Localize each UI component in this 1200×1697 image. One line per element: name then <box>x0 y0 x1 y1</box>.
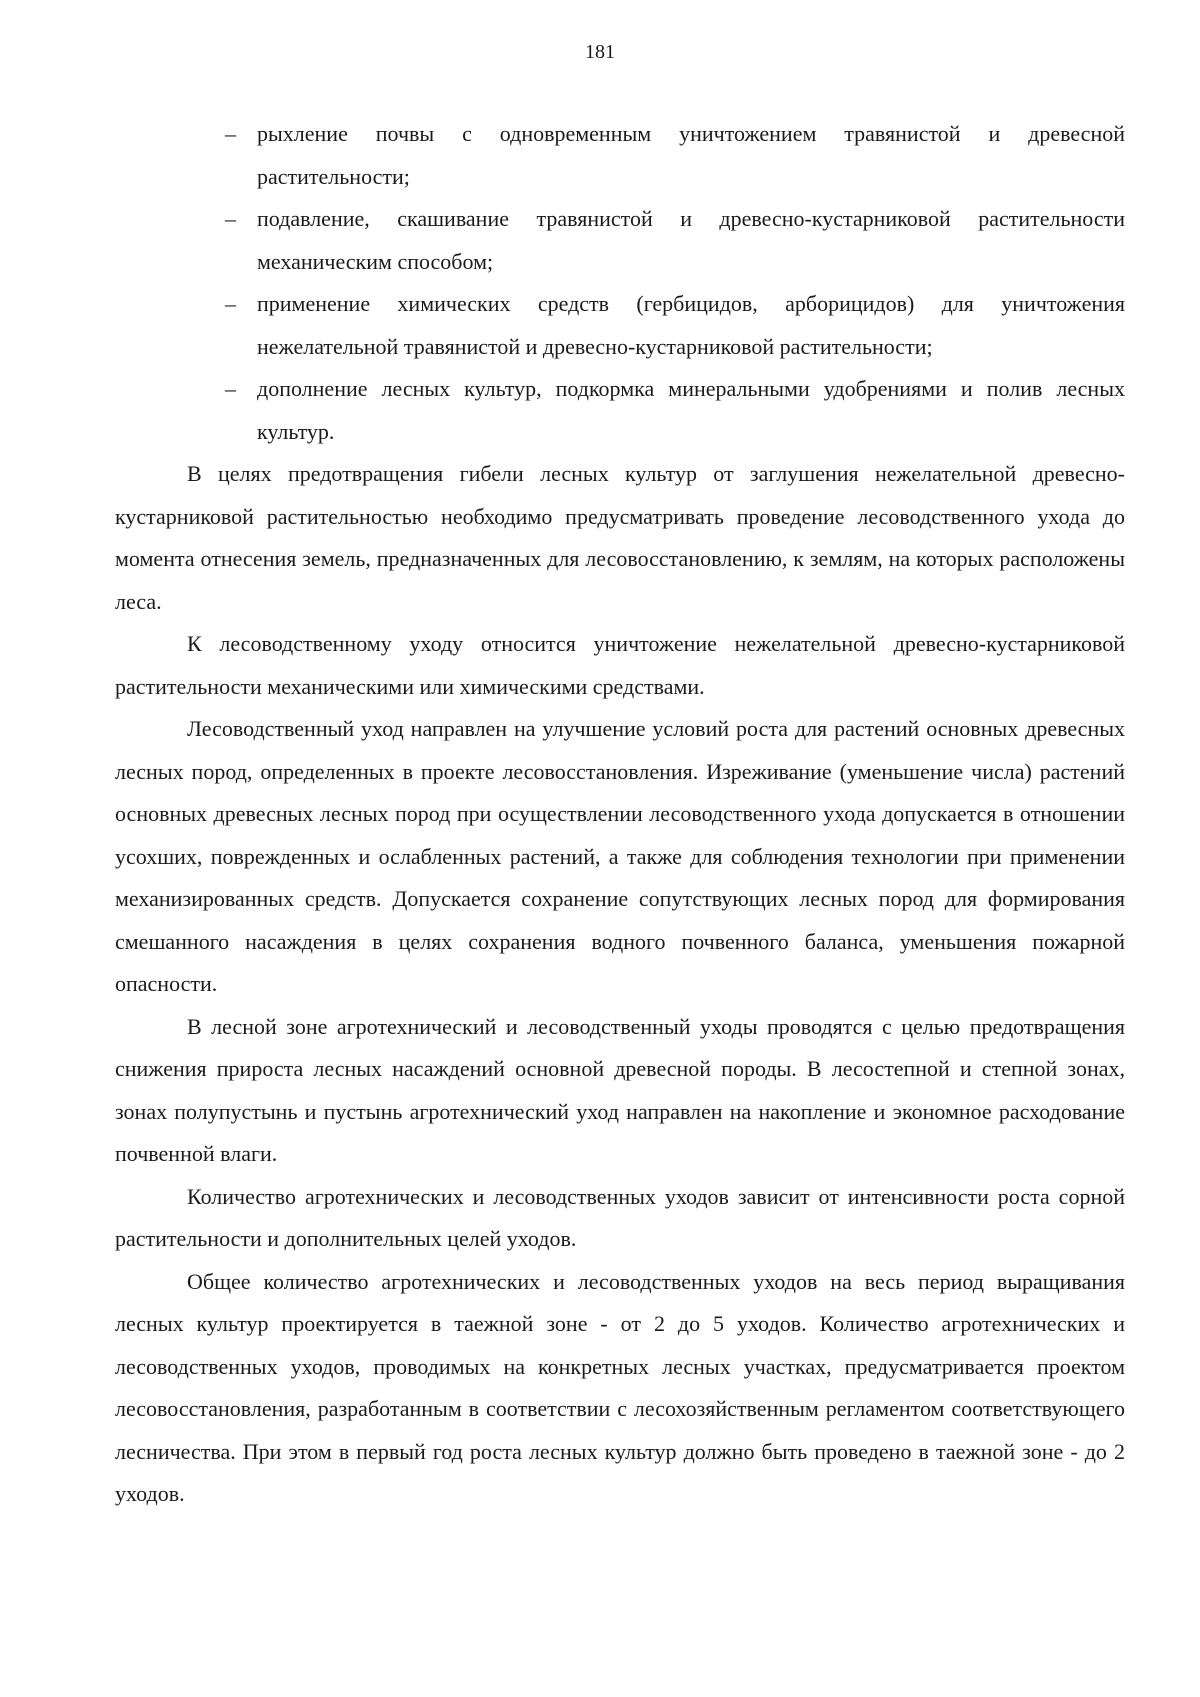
paragraph: Количество агротехнических и лесоводственных уходов зависит от интенсивности роста сорной растительности и дополнительных целей уходов. <box>115 1183 1125 1251</box>
paragraph: Лесоводственный уход направлен на улучшение условий роста для растений основных древесных лесных пород, определенных в проекте лесовосстановления. Изреживание (уменьшение числа) растений основных древесных лесных пород при осуществлении лесоводственного ухода допускается в отношении усохших, поврежденных и ослабленных растений, а также для соблюдения технологии при применении механизированных средств. Допускается сохранение сопутствующих лесных пород для формирования смешанного насаждения в целях сохранения водного почвенного баланса, уменьшения пожарной опасности. <box>115 716 1125 996</box>
bullet-item <box>115 198 1125 283</box>
page-number: 181 <box>585 41 615 63</box>
bullet-text: применение химических средств (гербицидов, арборицидов) для уничтожения нежелательной травянистой и древесно-кустарниковой растительности; <box>257 291 1125 359</box>
bullet-dash: – <box>225 291 236 316</box>
bullet-text: дополнение лесных культур, подкормка минеральными удобрениями и полив лесных культур. <box>257 376 1125 444</box>
bullet-item <box>115 113 1125 198</box>
bullet-text: рыхление почвы с одновременным уничтожением травянистой и древесной растительности; <box>257 121 1125 189</box>
paragraph: В целях предотвращения гибели лесных культур от заглушения нежелательной древесно-кустарниковой растительностью необходимо предусматривать проведение лесоводственного ухода до момента отнесения земель, предназначенных для лесовосстановлению, к землям, на которых расположены леса. <box>115 461 1125 614</box>
document-body <box>115 113 1125 1516</box>
bullet-dash: – <box>225 376 236 401</box>
bullet-item <box>115 283 1125 368</box>
bullet-list <box>115 113 1125 453</box>
bullet-dash: – <box>225 121 236 146</box>
bullet-text: подавление, скашивание травянистой и древесно-кустарниковой растительности механическим способом; <box>257 206 1125 274</box>
paragraph: Общее количество агротехнических и лесоводственных уходов на весь период выращивания лесных культур проектируется в таежной зоне - от 2 до 5 уходов. Количество агротехнических и лесоводственных уходов, проводимых на конкретных лесных участках, предусматривается проектом лесовосстановления, разработанным в соответствии с лесохозяйственным регламентом соответствующего лесничества. При этом в первый год роста лесных культур должно быть проведено в таежной зоне - до 2 уходов. <box>115 1268 1125 1506</box>
bullet-dash: – <box>225 206 236 231</box>
bullet-item <box>115 368 1125 453</box>
paragraph: В лесной зоне агротехнический и лесоводственный уходы проводятся с целью предотвращения снижения прироста лесных насаждений основной древесной породы. В лесостепной и степной зонах, зонах полупустынь и пустынь агротехнический уход направлен на накопление и экономное расходование почвенной влаги. <box>115 1013 1125 1166</box>
paragraph: К лесоводственному уходу относится уничтожение нежелательной древесно-кустарниковой растительности механическими или химическими средствами. <box>115 631 1125 699</box>
